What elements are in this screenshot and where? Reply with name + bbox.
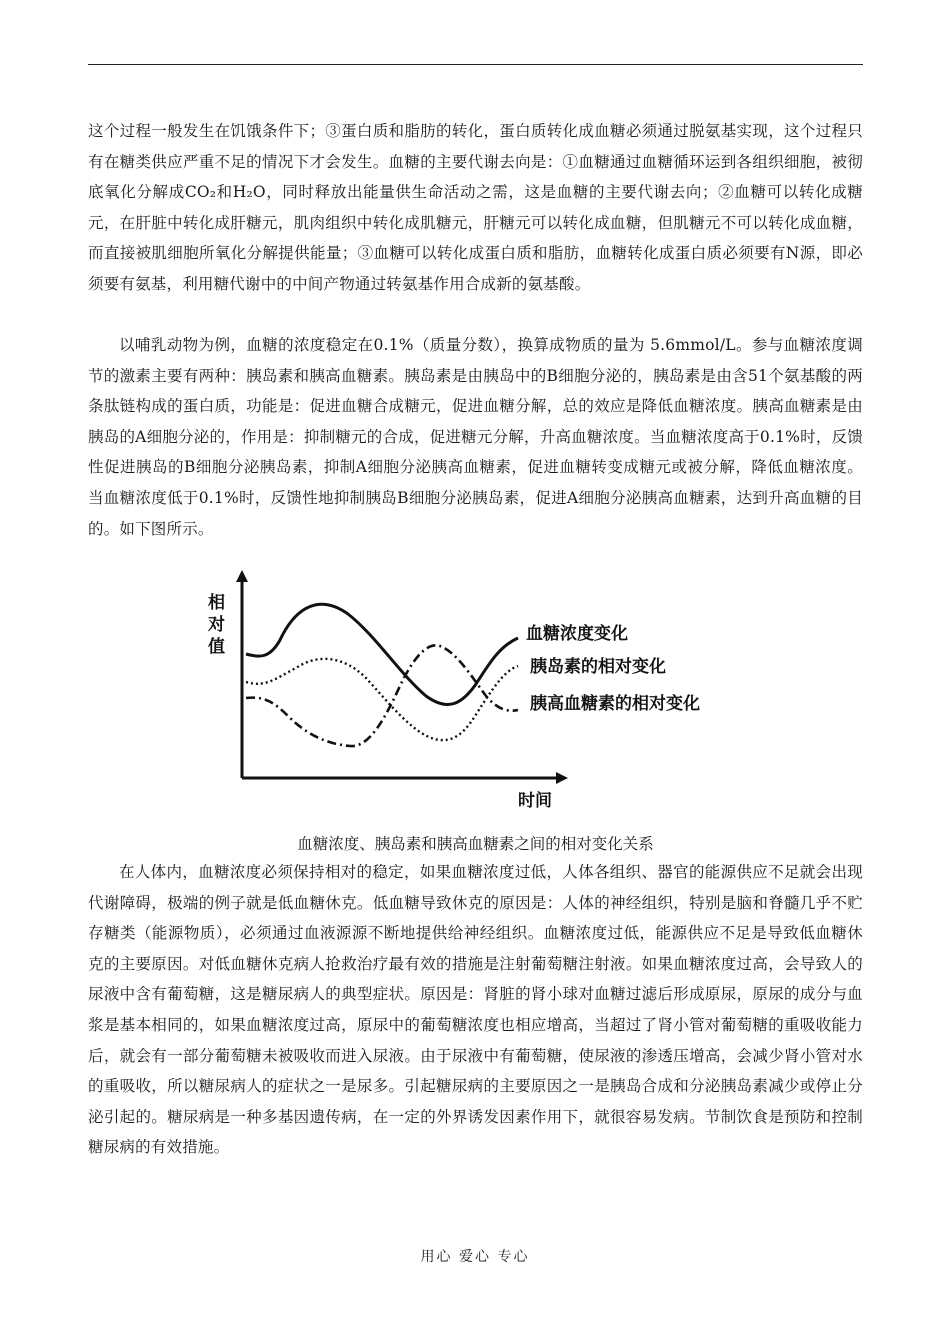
legend-insulin: 胰岛素的相对变化 [530, 657, 666, 677]
y-axis-label-1: 相 [208, 593, 225, 613]
insulin-curve [246, 659, 518, 740]
page-footer: 用心 爱心 专心 [420, 1249, 530, 1265]
paragraph-metabolism: 这个过程一般发生在饥饿条件下；③蛋白质和脂肪的转化，蛋白质转化成血糖必须通过脱氨基实现，这个过程只有在糖类供应严重不足的情况下才会发生。血糖的主要代谢去向是：①血糖通过血糖循环运到各组织细胞，被彻底氧化分解成CO₂和H₂O，同时释放出能量供生命活动之需，这是血糖的主要代谢去向；②血糖可以转化成糖元，在肝脏中转化成肝糖元，肌肉组织中转化成肌糖元，肝糖元可以转化成血糖，但肌糖元不可以转化成血糖，而直接被肌细胞所氧化分解提供能量；③血糖可以转化成蛋白质和脂肪，血糖转化成蛋白质必须要有N源，即必须要有氨基，利用糖代谢中的中间产物通过转氨基作用合成新的氨基酸。 [88, 122, 863, 293]
x-axis-arrow [556, 772, 568, 784]
legend-glucose: 血糖浓度变化 [526, 624, 628, 644]
figure-caption: 血糖浓度、胰岛素和胰高血糖素之间的相对变化关系 [297, 835, 654, 853]
header-rule [88, 64, 863, 65]
y-axis-arrow [236, 570, 248, 582]
glucose-curve [246, 604, 518, 704]
paragraph-hormone-regulation: 以哺乳动物为例，血糖的浓度稳定在0.1%（质量分数），换算成物质的量为 5.6mmol/L。参与血糖浓度调节的激素主要有两种：胰岛素和胰高血糖素。胰岛素是由胰岛中的B细胞分泌的，胰岛素是由含51个氨基酸的两条肽链构成的蛋白质，功能是：促进血糖合成糖元，促进血糖分解，总的效应是降低血糖浓度。胰高血糖素是由胰岛的A细胞分泌的，作用是：抑制糖元的合成，促进糖元分解，升高血糖浓度。当血糖浓度高于0.1%时，反馈性促进胰岛的B细胞分泌胰岛素，抑制A细胞分泌胰高血糖素，促进血糖转变成糖元或被分解，降低血糖浓度。当血糖浓度低于0.1%时，反馈性地抑制胰岛B细胞分泌胰岛素，促进A细胞分泌胰高血糖素，达到升高血糖的目的。如下图所示。 [88, 336, 863, 538]
legend-glucagon: 胰高血糖素的相对变化 [530, 694, 700, 714]
glucagon-curve [246, 645, 518, 746]
paragraph-diabetes: 在人体内，血糖浓度必须保持相对的稳定，如果血糖浓度过低，人体各组织、器官的能源供应不足就会出现代谢障碍，极端的例子就是低血糖休克。低血糖导致休克的原因是：人体的神经组织，特别是脑和脊髓几乎不贮存糖类（能源物质），必须通过血液源源不断地提供给神经组织。血糖浓度过低，能源供应不足是导致低血糖休克的主要原因。对低血糖休克病人抢救治疗最有效的措施是注射葡萄糖注射液。如果血糖浓度过高，会导致人的尿液中含有葡萄糖，这是糖尿病人的典型症状。原因是：肾脏的肾小球对血糖过滤后形成原尿，原尿的成分与血浆是基本相同的，如果血糖浓度过高，原尿中的葡萄糖浓度也相应增高，当超过了肾小管对葡萄糖的重吸收能力后，就会有一部分葡萄糖未被吸收而进入尿液。由于尿液中有葡萄糖，使尿液的渗透压增高，会减少肾小管对水的重吸收，所以糖尿病人的症状之一是尿多。引起糖尿病的主要原因之一是胰岛合成和分泌胰岛素减少或停止分泌引起的。糖尿病是一种多基因遗传病，在一定的外界诱发因素作用下，就很容易发病。节制饮食是预防和控制糖尿病的有效措施。 [88, 863, 863, 1157]
hormone-curve-figure [200, 566, 760, 816]
x-axis-label: 时间 [518, 791, 552, 811]
y-axis-label-3: 值 [208, 637, 225, 657]
figure-svg [200, 566, 760, 816]
y-axis-label-2: 对 [208, 615, 225, 635]
